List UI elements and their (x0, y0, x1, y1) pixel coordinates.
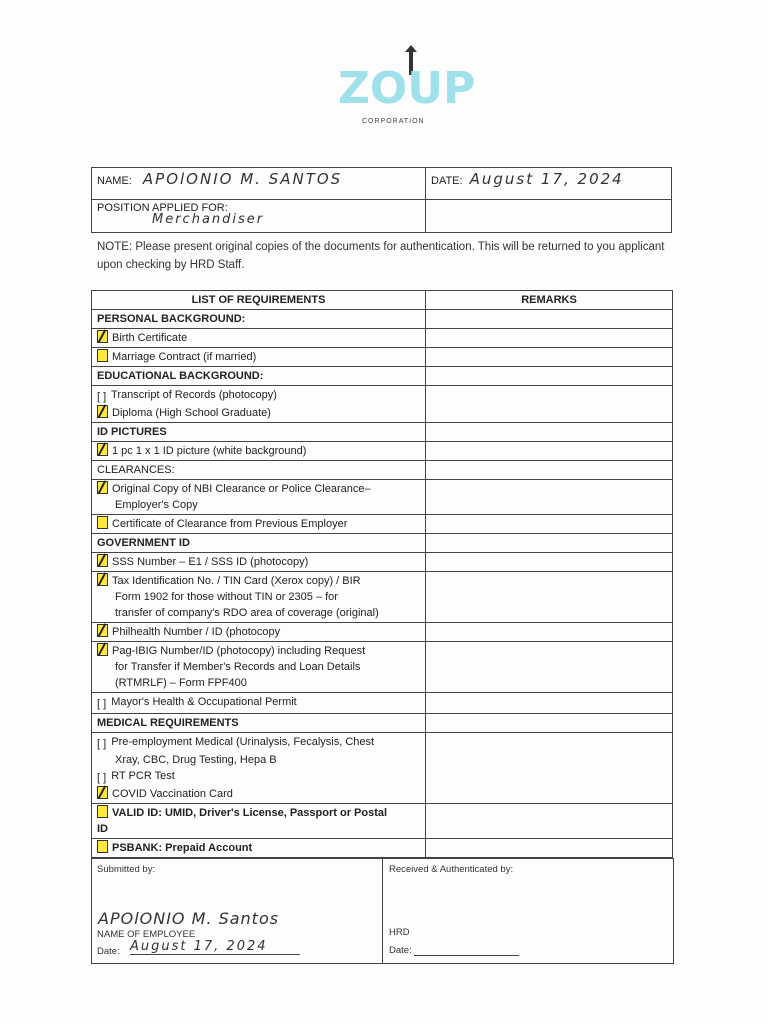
checkbox-checked[interactable] (97, 554, 108, 567)
logo-subtitle: CORPORATION (362, 118, 425, 125)
req-philhealth: Philhealth Number / ID (photocopy (92, 623, 426, 642)
position-label: POSITION APPLIED FOR: (97, 202, 228, 214)
remark-cell[interactable] (426, 442, 673, 461)
section-personal: PERSONAL BACKGROUND: (92, 310, 426, 329)
remark-cell[interactable] (426, 329, 673, 348)
checkbox-empty[interactable]: [ ] (97, 738, 107, 750)
requirements-table (91, 290, 673, 858)
req-idpic: 1 pc 1 x 1 ID picture (white background) (92, 442, 426, 461)
checkbox-checked[interactable] (97, 443, 108, 456)
applicant-name: APOlONIO M. SANTOS (142, 170, 343, 188)
submitted-by-section (92, 859, 383, 963)
checkbox-empty[interactable] (97, 840, 108, 853)
checkbox-empty[interactable] (97, 805, 108, 818)
checkbox-checked[interactable] (97, 786, 108, 799)
received-label: Received & Authenticated by: (389, 864, 514, 875)
req-medical: [ ] Pre-employment Medical (Urinalysis, Fecalysis, Chest Xray, CBC, Drug Testing, Hepa B [ ] RT PCR Test COVID Vaccination Card (92, 733, 426, 804)
req-psbank: PSBANK: Prepaid Account (92, 839, 426, 858)
remark-cell[interactable] (426, 572, 673, 623)
remark-cell[interactable] (426, 553, 673, 572)
req-marriage: Marriage Contract (if married) (92, 348, 426, 367)
company-logo (330, 45, 476, 130)
submitted-by-label: Submitted by: (97, 864, 156, 875)
name-cell[interactable] (92, 168, 426, 200)
remark-cell[interactable] (426, 839, 673, 858)
employee-date-label: Date: (97, 946, 120, 957)
employee-date-value[interactable]: August 17, 2024 (130, 939, 300, 955)
hrd-label: HRD (389, 927, 410, 938)
date-cell[interactable] (426, 168, 672, 200)
checkbox-empty[interactable]: [ ] (97, 391, 107, 403)
list-header: LIST OF REQUIREMENTS (92, 291, 426, 310)
req-valid-id: VALID ID: UMID, Driver's License, Passport or Postal ID (92, 804, 426, 839)
hrd-date-line[interactable] (414, 955, 519, 956)
hrd-date-label: Date: (389, 945, 412, 956)
employee-signature: APOlONIO M. Santos (98, 909, 280, 928)
remark-cell[interactable] (426, 733, 673, 804)
name-of-employee-label: NAME OF EMPLOYEE (97, 929, 196, 940)
checkbox-checked[interactable] (97, 624, 108, 637)
name-label: NAME: (97, 175, 132, 187)
section-educational: EDUCATIONAL BACKGROUND: (92, 367, 426, 386)
checkbox-checked[interactable] (97, 573, 108, 586)
req-birth: Birth Certificate (92, 329, 426, 348)
req-nbi: Original Copy of NBI Clearance or Police Clearance– Employer's Copy (92, 480, 426, 515)
position-cell[interactable] (92, 200, 426, 233)
req-prev-employer: Certificate of Clearance from Previous Employer (92, 515, 426, 534)
checkbox-empty[interactable]: [ ] (97, 772, 107, 784)
checkbox-empty[interactable] (97, 349, 108, 362)
remark-cell[interactable] (426, 386, 673, 423)
checkbox-empty[interactable] (97, 516, 108, 529)
checkbox-empty[interactable]: [ ] (97, 698, 107, 710)
remark-cell[interactable] (426, 642, 673, 693)
remarks-header: REMARKS (426, 291, 673, 310)
req-sss: SSS Number – E1 / SSS ID (photocopy) (92, 553, 426, 572)
section-id-pictures: ID PICTURES (92, 423, 426, 442)
section-government: GOVERNMENT ID (92, 534, 426, 553)
applicant-header-table (91, 167, 672, 233)
blank-cell (426, 200, 672, 233)
checkbox-checked[interactable] (97, 405, 108, 418)
remark-cell[interactable] (426, 693, 673, 714)
remark-cell[interactable] (426, 804, 673, 839)
req-tin: Tax Identification No. / TIN Card (Xerox copy) / BIR Form 1902 for those without TIN or 2305 – for transfer of company's RDO area of coverage (original) (92, 572, 426, 623)
req-mayor: [ ] Mayor's Health & Occupational Permit (92, 693, 426, 714)
logo-wordmark: ZOUP (338, 63, 476, 114)
section-medical: MEDICAL REQUIREMENTS (92, 714, 426, 733)
application-date: August 17, 2024 (469, 170, 624, 188)
remark-cell[interactable] (426, 480, 673, 515)
submission-box (91, 858, 674, 964)
checkbox-checked[interactable] (97, 481, 108, 494)
section-clearances: CLEARANCES: (92, 461, 426, 480)
remark-cell[interactable] (426, 348, 673, 367)
position-value: Merchandiser (152, 212, 265, 227)
remark-cell[interactable] (426, 515, 673, 534)
req-pagibig: Pag-IBIG Number/ID (photocopy) including Request for Transfer if Member's Records and Loan Details (RTMRLF) – Form FPF400 (92, 642, 426, 693)
req-tor: [ ] Transcript of Records (photocopy) Diploma (High School Graduate) (92, 386, 426, 423)
remark-cell[interactable] (426, 623, 673, 642)
date-label: DATE: (431, 175, 463, 187)
authentication-note: NOTE: Please present original copies of the documents for authentication. This will be returned to you applicant upon checking by HRD Staff. (97, 241, 665, 271)
checkbox-checked[interactable] (97, 643, 108, 656)
checkbox-checked[interactable] (97, 330, 108, 343)
